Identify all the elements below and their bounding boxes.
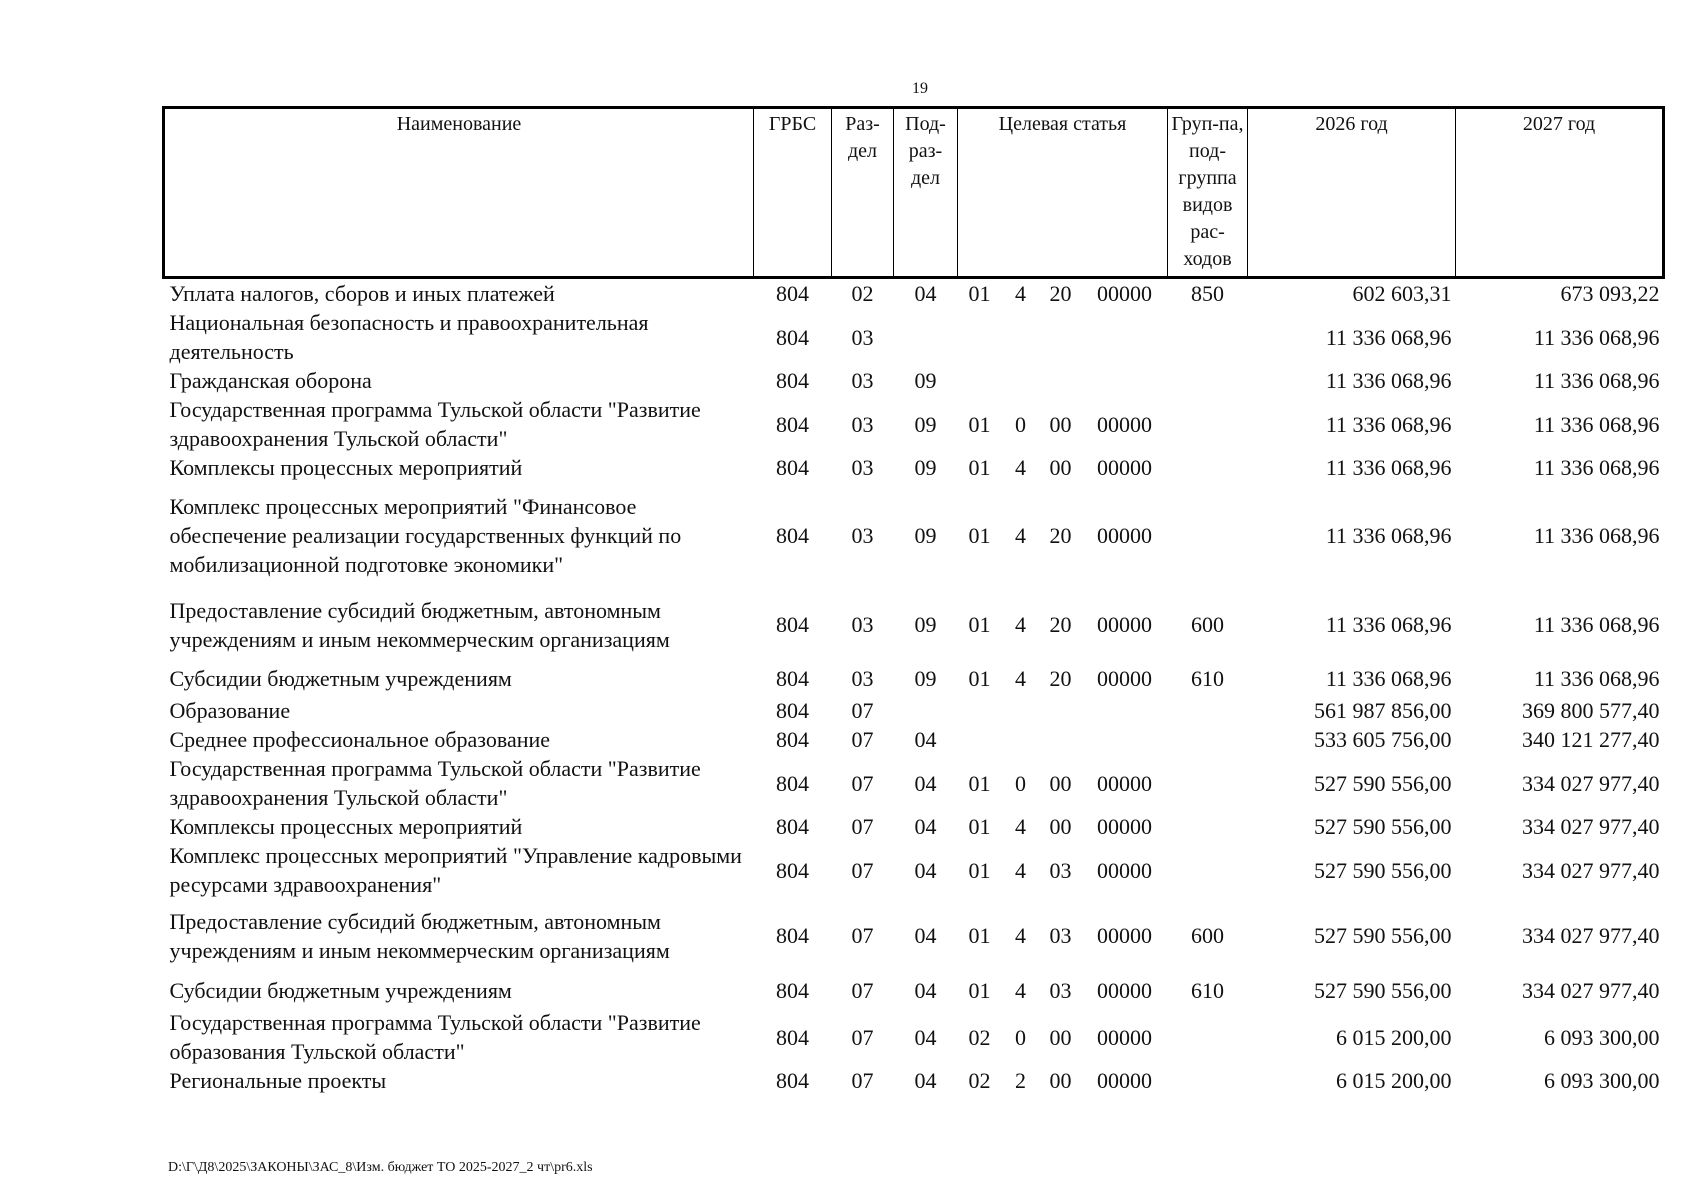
row-name: Национальная безопасность и правоохранительная деятельность: [169, 310, 649, 364]
row-podrazdel: 04: [914, 814, 937, 839]
row-vid-rashodov: 600: [1191, 923, 1225, 948]
row-cs-type: 4: [1015, 814, 1026, 839]
row-grbs: 804: [776, 368, 809, 393]
row-cs-element: 03: [1049, 857, 1072, 883]
row-cs-element: 00: [1049, 1024, 1072, 1050]
row-podrazdel: [894, 308, 958, 366]
row-amount-2026: 527 590 556,00: [1314, 770, 1452, 796]
row-podrazdel: 04: [914, 770, 937, 796]
row-grbs: 804: [776, 1024, 809, 1050]
row-cs-element: 20: [1049, 523, 1072, 548]
row-grbs: 804: [776, 857, 809, 883]
table-row: [164, 278, 1664, 309]
row-amount-2027: 6 093 300,00: [1544, 1024, 1660, 1050]
row-name: Комплекс процессных мероприятий "Управление кадровыми ресурсами здравоохранения": [169, 843, 742, 897]
table-row: [164, 482, 1664, 589]
row-amount-2026: 527 590 556,00: [1314, 923, 1452, 948]
row-cs-element: 20: [1049, 665, 1072, 691]
row-grbs: 804: [776, 665, 809, 691]
row-cs-element: 00: [1049, 411, 1072, 437]
row-grbs: 804: [776, 770, 809, 796]
table-row: [164, 589, 1664, 660]
row-vid-rashodov: [1168, 841, 1248, 899]
row-vid-rashodov: [1168, 696, 1248, 725]
row-amount-2027: 673 093,22: [1560, 281, 1660, 306]
row-razdel: 07: [851, 1068, 874, 1093]
header-podrazdel: Под-раз-дел: [894, 108, 958, 278]
row-podrazdel: 09: [914, 455, 937, 480]
row-vid-rashodov: [1168, 725, 1248, 754]
row-podrazdel: 04: [914, 857, 937, 883]
row-podrazdel: 04: [914, 977, 937, 1003]
row-razdel: 07: [851, 814, 874, 839]
row-cs-element: [1040, 696, 1082, 725]
row-grbs: 804: [776, 612, 809, 637]
row-grbs: 804: [776, 977, 809, 1003]
row-cs-type: 4: [1015, 281, 1026, 306]
row-amount-2026: 527 590 556,00: [1314, 814, 1452, 839]
row-cs-type: 2: [1015, 1068, 1026, 1093]
row-name: Государственная программа Тульской области "Развитие здравоохранения Тульской области": [169, 756, 701, 810]
header-razdel: Раз-дел: [832, 108, 894, 278]
row-cs-direction: [1082, 725, 1168, 754]
table-row: [164, 660, 1664, 696]
table-row: [164, 696, 1664, 725]
row-cs-element: 00: [1049, 814, 1072, 839]
table-row: [164, 453, 1664, 482]
table-row: [164, 725, 1664, 754]
row-cs-direction: 00000: [1097, 612, 1153, 637]
row-cs-program: 01: [968, 857, 991, 883]
table-row: [164, 754, 1664, 812]
row-podrazdel: 09: [914, 368, 937, 393]
row-vid-rashodov: [1168, 453, 1248, 482]
footer-file-path: D:\Г\Д8\2025\ЗАКОНЫ\ЗАС_8\Изм. бюджет ТО 2025-2027_2 чт\pr6.xls: [168, 1160, 593, 1175]
row-cs-direction: 00000: [1097, 1024, 1153, 1050]
row-vid-rashodov: 610: [1191, 665, 1225, 691]
row-cs-direction: 00000: [1097, 455, 1153, 480]
row-grbs: 804: [776, 324, 809, 350]
row-cs-type: 4: [1015, 612, 1026, 637]
row-cs-program: 01: [968, 923, 991, 948]
row-name: Комплексы процессных мероприятий: [169, 455, 523, 480]
row-amount-2027: 334 027 977,40: [1522, 814, 1660, 839]
row-razdel: 07: [851, 1024, 874, 1050]
row-razdel: 03: [851, 523, 874, 548]
row-name: Образование: [169, 698, 291, 723]
row-podrazdel: 04: [914, 923, 937, 948]
table-row: [164, 366, 1664, 395]
row-amount-2027: 11 336 068,96: [1533, 455, 1660, 480]
row-cs-direction: 00000: [1097, 281, 1153, 306]
row-cs-type: 4: [1015, 857, 1026, 883]
row-amount-2026: 527 590 556,00: [1314, 977, 1452, 1003]
row-cs-element: [1040, 725, 1082, 754]
row-cs-program: 02: [968, 1068, 991, 1093]
row-vid-rashodov: 610: [1191, 977, 1225, 1003]
row-name: Среднее профессиональное образование: [169, 727, 551, 752]
row-razdel: 07: [851, 977, 874, 1003]
row-cs-element: [1040, 366, 1082, 395]
row-cs-program: [958, 725, 1002, 754]
row-vid-rashodov: [1168, 395, 1248, 453]
row-grbs: 804: [776, 727, 809, 752]
row-cs-program: 01: [968, 977, 991, 1003]
row-cs-type: 4: [1015, 923, 1026, 948]
header-year-2027: 2027 год: [1456, 108, 1664, 278]
table-row: [164, 812, 1664, 841]
row-cs-direction: 00000: [1097, 770, 1153, 796]
row-cs-direction: 00000: [1097, 923, 1153, 948]
row-amount-2027: 369 800 577,40: [1522, 698, 1660, 723]
row-cs-direction: [1082, 366, 1168, 395]
row-cs-program: 01: [968, 612, 991, 637]
header-name: Наименование: [164, 108, 754, 278]
row-amount-2026: 11 336 068,96: [1325, 411, 1452, 437]
row-cs-program: [958, 696, 1002, 725]
row-grbs: 804: [776, 523, 809, 548]
row-cs-program: 01: [968, 523, 991, 548]
row-cs-type: [1002, 308, 1040, 366]
row-name: Комплекс процессных мероприятий "Финансовое обеспечение реализации государственных функций по мобилизационной подготовке экономики": [169, 494, 682, 577]
row-razdel: 03: [851, 612, 874, 637]
row-vid-rashodov: [1168, 366, 1248, 395]
row-vid-rashodov: [1168, 1008, 1248, 1066]
row-amount-2026: 11 336 068,96: [1325, 612, 1452, 637]
table-body: [164, 278, 1664, 1096]
row-amount-2027: 11 336 068,96: [1533, 665, 1660, 691]
page-number: 19: [912, 80, 928, 97]
header-gruppa-vidov-rashodov: Груп-па, под-группа видов рас-ходов: [1168, 108, 1248, 278]
row-amount-2027: 334 027 977,40: [1522, 977, 1660, 1003]
table-header: [164, 108, 1664, 278]
table-row: [164, 899, 1664, 972]
row-amount-2026: 11 336 068,96: [1325, 455, 1452, 480]
row-cs-program: 01: [968, 814, 991, 839]
row-cs-type: [1002, 725, 1040, 754]
row-razdel: 07: [851, 727, 874, 752]
row-name: Субсидии бюджетным учреждениям: [169, 665, 512, 691]
row-amount-2027: 340 121 277,40: [1522, 727, 1660, 752]
row-grbs: 804: [776, 455, 809, 480]
row-grbs: 804: [776, 411, 809, 437]
row-amount-2026: 602 603,31: [1352, 281, 1452, 306]
row-razdel: 07: [851, 770, 874, 796]
header-celevaya-statya: Целевая статья: [958, 108, 1168, 278]
row-cs-type: 4: [1015, 665, 1026, 691]
row-cs-type: 0: [1015, 1024, 1026, 1050]
budget-table: [162, 106, 1665, 1095]
row-amount-2026: 6 015 200,00: [1336, 1068, 1452, 1093]
table-row: [164, 1008, 1664, 1066]
table-row: [164, 972, 1664, 1008]
row-grbs: 804: [776, 814, 809, 839]
row-name: Субсидии бюджетным учреждениям: [169, 977, 512, 1003]
row-grbs: 804: [776, 923, 809, 948]
row-amount-2026: 11 336 068,96: [1325, 368, 1452, 393]
row-razdel: 03: [851, 324, 874, 350]
row-name: Комплексы процессных мероприятий: [169, 814, 523, 839]
row-name: Гражданская оборона: [169, 368, 372, 393]
row-cs-element: 03: [1049, 977, 1072, 1003]
row-razdel: 03: [851, 665, 874, 691]
row-podrazdel: 04: [914, 1024, 937, 1050]
row-name: Предоставление субсидий бюджетным, автономным учреждениям и иным некоммерческим организациям: [169, 597, 670, 652]
row-cs-element: 20: [1049, 612, 1072, 637]
row-cs-element: [1040, 308, 1082, 366]
table-row: [164, 841, 1664, 899]
row-name: Предоставление субсидий бюджетным, автономным учреждениям и иным некоммерческим организациям: [169, 908, 670, 963]
row-razdel: 07: [851, 857, 874, 883]
row-amount-2027: 11 336 068,96: [1533, 612, 1660, 637]
row-name: Уплата налогов, сборов и иных платежей: [169, 281, 555, 306]
row-podrazdel: 09: [914, 612, 937, 637]
row-cs-type: 0: [1015, 411, 1026, 437]
row-amount-2027: 334 027 977,40: [1522, 923, 1660, 948]
row-razdel: 02: [851, 281, 874, 306]
row-vid-rashodov: [1168, 482, 1248, 589]
row-razdel: 03: [851, 368, 874, 393]
row-amount-2026: 11 336 068,96: [1325, 523, 1452, 548]
row-vid-rashodov: 600: [1191, 612, 1225, 637]
row-cs-direction: 00000: [1097, 814, 1153, 839]
row-amount-2026: 527 590 556,00: [1314, 857, 1452, 883]
row-cs-program: 01: [968, 665, 991, 691]
row-amount-2027: 11 336 068,96: [1533, 523, 1660, 548]
row-cs-direction: 00000: [1097, 665, 1153, 691]
row-razdel: 03: [851, 411, 874, 437]
row-cs-element: 00: [1049, 455, 1072, 480]
row-podrazdel: [894, 696, 958, 725]
row-cs-element: 00: [1049, 770, 1072, 796]
row-cs-program: 01: [968, 770, 991, 796]
row-cs-program: 01: [968, 455, 991, 480]
row-podrazdel: 04: [914, 1068, 937, 1093]
row-amount-2027: 11 336 068,96: [1533, 324, 1660, 350]
row-cs-element: 03: [1049, 923, 1072, 948]
row-amount-2027: 11 336 068,96: [1533, 368, 1660, 393]
row-podrazdel: 09: [914, 411, 937, 437]
header-year-2026: 2026 год: [1248, 108, 1456, 278]
row-cs-program: [958, 366, 1002, 395]
table-row: [164, 308, 1664, 366]
row-podrazdel: 04: [914, 281, 937, 306]
row-amount-2026: 533 605 756,00: [1314, 727, 1452, 752]
row-razdel: 03: [851, 455, 874, 480]
row-name: Государственная программа Тульской области "Развитие образования Тульской области": [169, 1010, 701, 1064]
row-cs-direction: [1082, 696, 1168, 725]
row-amount-2026: 561 987 856,00: [1314, 698, 1452, 723]
row-cs-direction: 00000: [1097, 411, 1153, 437]
row-podrazdel: 04: [914, 727, 937, 752]
header-grbs: ГРБС: [754, 108, 832, 278]
row-vid-rashodov: [1168, 308, 1248, 366]
row-cs-element: 00: [1049, 1068, 1072, 1093]
row-vid-rashodov: [1168, 1066, 1248, 1095]
row-name: Региональные проекты: [169, 1068, 387, 1093]
table-row: [164, 395, 1664, 453]
row-cs-direction: 00000: [1097, 857, 1153, 883]
row-cs-type: [1002, 696, 1040, 725]
row-cs-direction: 00000: [1097, 1068, 1153, 1093]
row-podrazdel: 09: [914, 523, 937, 548]
row-cs-type: 4: [1015, 455, 1026, 480]
row-cs-type: 0: [1015, 770, 1026, 796]
row-vid-rashodov: [1168, 812, 1248, 841]
row-razdel: 07: [851, 698, 874, 723]
row-cs-program: 01: [968, 281, 991, 306]
row-cs-direction: 00000: [1097, 977, 1153, 1003]
row-razdel: 07: [851, 923, 874, 948]
table-row: [164, 1066, 1664, 1095]
row-vid-rashodov: 850: [1191, 281, 1225, 306]
row-cs-program: 02: [968, 1024, 991, 1050]
row-cs-program: 01: [968, 411, 991, 437]
row-amount-2027: 334 027 977,40: [1522, 770, 1660, 796]
row-grbs: 804: [776, 698, 809, 723]
row-amount-2026: 6 015 200,00: [1336, 1024, 1452, 1050]
row-cs-element: 20: [1049, 281, 1072, 306]
row-vid-rashodov: [1168, 754, 1248, 812]
row-amount-2026: 11 336 068,96: [1325, 324, 1452, 350]
row-name: Государственная программа Тульской области "Развитие здравоохранения Тульской области": [169, 397, 701, 451]
row-amount-2026: 11 336 068,96: [1325, 665, 1452, 691]
row-amount-2027: 334 027 977,40: [1522, 857, 1660, 883]
row-cs-program: [958, 308, 1002, 366]
row-cs-direction: [1082, 308, 1168, 366]
row-amount-2027: 11 336 068,96: [1533, 411, 1660, 437]
row-cs-type: 4: [1015, 977, 1026, 1003]
row-grbs: 804: [776, 1068, 809, 1093]
row-cs-direction: 00000: [1097, 523, 1153, 548]
row-cs-type: [1002, 366, 1040, 395]
row-podrazdel: 09: [914, 665, 937, 691]
row-cs-type: 4: [1015, 523, 1026, 548]
row-grbs: 804: [776, 281, 809, 306]
row-amount-2027: 6 093 300,00: [1544, 1068, 1660, 1093]
